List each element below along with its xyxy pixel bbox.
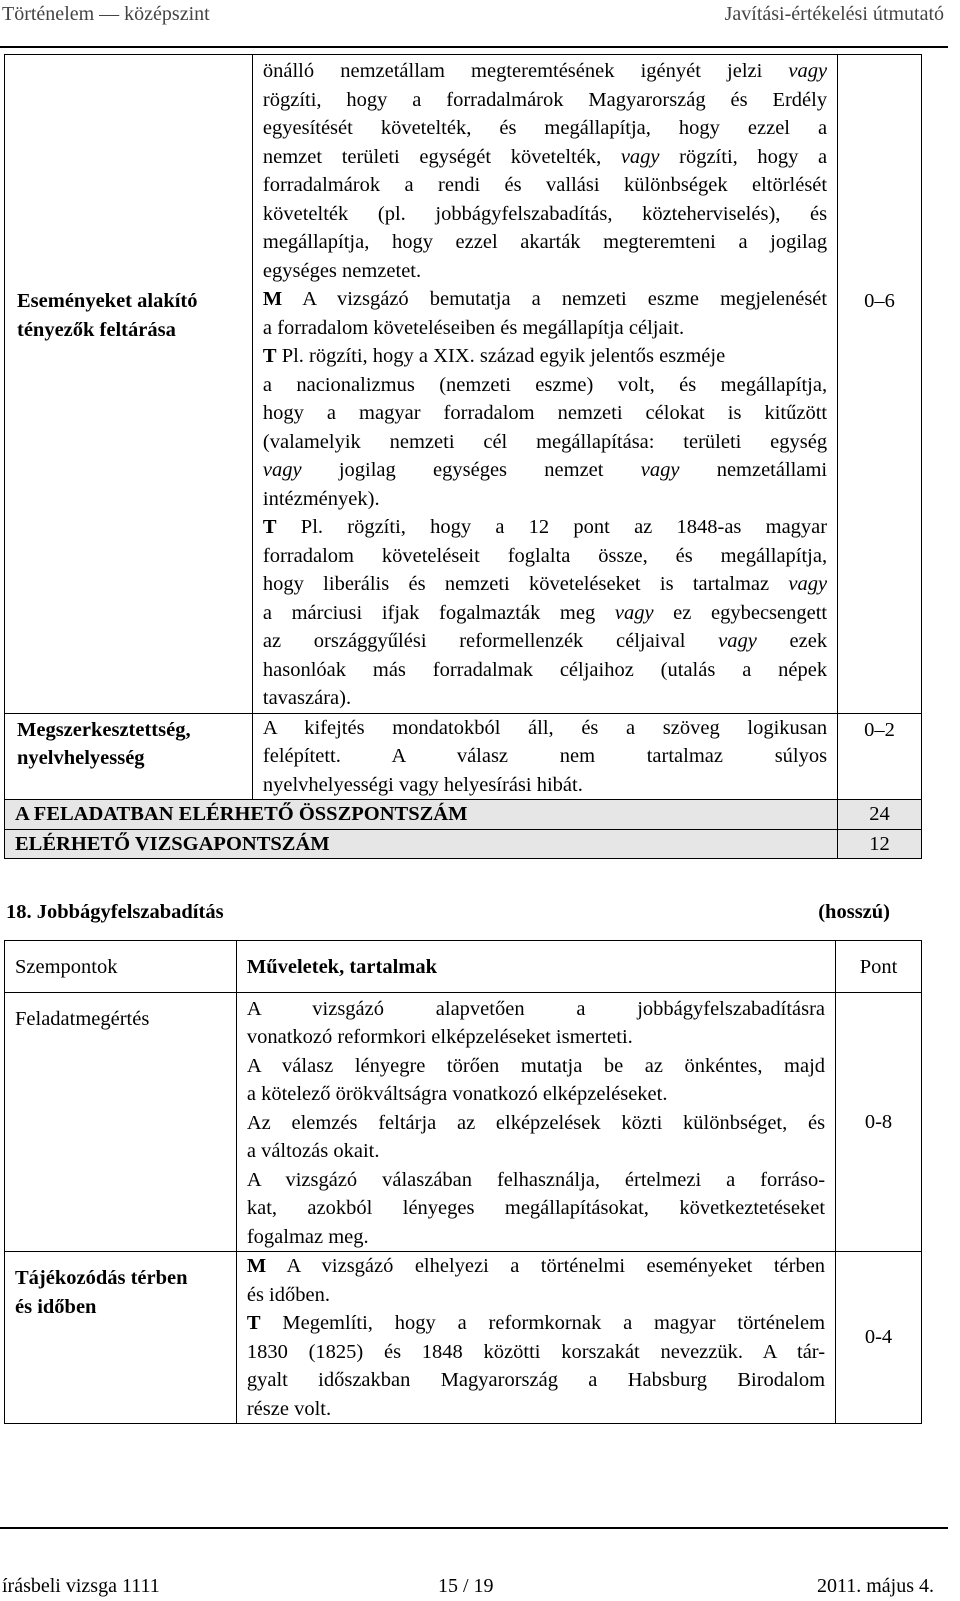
text-segment: rögzíti, hogy a <box>659 145 828 168</box>
criterion-label: Feladatmegértés <box>5 992 237 1252</box>
text-line <box>263 314 827 343</box>
text-segment: fogalmaz meg. <box>246 1225 369 1248</box>
text-segment: nyelvhelyességi vagy helyesírási hibát. <box>262 773 583 796</box>
text-line <box>263 86 827 115</box>
text-segment: A vizsgázó elhelyezi a történelmi eseményeket térben <box>266 1255 826 1277</box>
text-segment: része volt. <box>246 1397 332 1420</box>
scoring-table-17 <box>4 54 922 859</box>
text-segment: egyesítését követelték, és megállapítja, hogy ezzel a <box>262 117 828 139</box>
criterion-label-line: és időben <box>15 1295 97 1318</box>
table-row <box>5 992 922 1252</box>
text-line <box>263 371 827 400</box>
text-line <box>247 1137 825 1166</box>
text-line <box>247 1252 825 1281</box>
text-segment: vagy <box>262 459 302 481</box>
text-segment: tavaszára). <box>262 687 352 709</box>
criterion-label <box>5 1252 237 1424</box>
table-row <box>5 713 922 800</box>
text-line <box>247 1052 825 1081</box>
text-line <box>247 1166 825 1195</box>
text-segment: forradalmárok a rendi és vallási különbségek eltörlését <box>262 174 828 196</box>
text-segment: A vizsgázó bemutatja a nemzeti eszme megjelenését <box>282 288 828 310</box>
page-header <box>0 0 960 28</box>
text-segment: a változás okait. <box>246 1140 380 1162</box>
scoring-table-18 <box>4 940 922 1424</box>
text-segment: felépített. A válasz nem tartalmaz súlyos <box>262 745 828 767</box>
text-line <box>263 599 827 628</box>
criterion-label <box>5 713 253 800</box>
footer-exam-code: írásbeli vizsga 1111 <box>2 1575 160 1597</box>
text-segment: vonatkozó reformkori elképzeléseket ismerteti. <box>246 1026 633 1048</box>
table-row <box>5 1252 922 1424</box>
criterion-label-line: Eseményeket alakító <box>17 290 198 312</box>
header-subject: Történelem — középszint <box>2 3 210 25</box>
text-segment: Pl. rögzíti, hogy a 12 pont az 1848-as magyar <box>276 516 828 538</box>
text-segment: 1830 (1825) és 1848 közötti korszakát nevezzük. A tár- <box>246 1340 826 1363</box>
total-value: 24 <box>838 800 922 830</box>
table-row <box>5 55 922 286</box>
text-segment: hasonlóak más forradalmak céljaihoz (utalás a népek <box>262 658 828 681</box>
text-line <box>263 570 827 599</box>
text-line <box>263 742 827 771</box>
text-segment: T <box>262 345 277 367</box>
text-line <box>263 57 827 86</box>
header-doc-type: Javítási-értékelési útmutató <box>724 3 944 25</box>
text-segment: vagy <box>718 630 757 652</box>
text-segment: A vizsgázó válaszában felhasználja, értelmezi a forráso- <box>246 1168 826 1191</box>
table-row <box>5 800 922 830</box>
text-segment: ezek <box>756 630 828 652</box>
text-line <box>263 513 827 542</box>
points-value: 0–6 <box>838 285 922 713</box>
text-segment: hogy liberális és nemzeti követeléseket is tartalmaz <box>262 573 789 595</box>
page-number: 15 / 19 <box>438 1575 494 1597</box>
text-line <box>247 1338 825 1367</box>
column-header: Pont <box>836 941 922 993</box>
criterion-label <box>5 285 253 713</box>
text-line <box>263 714 827 743</box>
table-header-row <box>5 941 922 993</box>
text-segment: Megemlíti, hogy a reformkornak a magyar történelem <box>260 1312 826 1334</box>
text-segment: gyalt időszakban Magyarország a Habsburg Birodalom <box>246 1369 826 1391</box>
criterion-label-line: Megszerkesztettség, <box>17 718 191 741</box>
text-line <box>263 485 827 514</box>
text-line <box>263 114 827 143</box>
text-line <box>263 257 827 286</box>
criterion-label-line: Tájékozódás térben <box>15 1267 188 1289</box>
total-value: 12 <box>838 829 922 859</box>
criteria-text <box>252 285 837 713</box>
text-line <box>263 171 827 200</box>
text-segment: T <box>246 1312 261 1334</box>
text-segment: a forradalom követeléseiben és megállapítja céljait. <box>262 316 685 339</box>
text-line <box>263 456 827 485</box>
section-title <box>6 898 890 927</box>
text-line <box>263 200 827 229</box>
text-line <box>247 1309 825 1338</box>
header-rule <box>0 46 948 48</box>
text-line <box>247 1366 825 1395</box>
text-segment: Pl. rögzíti, hogy a XIX. század egyik jelentős eszméje <box>276 345 726 367</box>
text-segment: vagy <box>788 573 828 595</box>
column-header: Szempontok <box>5 941 237 993</box>
column-header: Műveletek, tartalmak <box>236 941 835 993</box>
text-line <box>247 1223 825 1252</box>
text-line <box>247 1109 825 1138</box>
text-segment: jogilag egységes nemzet <box>301 459 641 481</box>
text-segment: vagy <box>640 459 680 481</box>
text-segment: vagy <box>620 145 660 168</box>
footer-date: 2011. május 4. <box>816 1575 934 1597</box>
total-label: ELÉRHETŐ VIZSGAPONTSZÁM <box>5 829 838 859</box>
table-row <box>5 829 922 859</box>
text-segment: kat, azokból lényeges megállapításokat, következtetéseket <box>246 1197 826 1219</box>
text-segment: rögzíti, hogy a forradalmárok Magyarország és Erdély <box>262 88 828 111</box>
text-line <box>247 1023 825 1052</box>
criteria-text <box>236 1252 835 1424</box>
criteria-text <box>252 713 837 800</box>
text-line <box>263 399 827 428</box>
text-line <box>263 342 827 371</box>
text-segment: a kötelező örökváltságra vonatkozó elképzeléseket. <box>246 1083 668 1105</box>
text-segment: forradalom követeléseit foglalta össze, és megállapítja, <box>262 544 828 567</box>
points-value: 0-8 <box>836 992 922 1252</box>
text-line <box>263 684 827 713</box>
text-segment: és időben. <box>246 1283 330 1306</box>
criterion-label-line: tényezők feltárása <box>17 318 176 341</box>
criterion-label-line: nyelvhelyesség <box>17 747 145 769</box>
text-line <box>247 1194 825 1223</box>
text-segment: A kifejtés mondatokból áll, és a szöveg logikusan <box>262 716 828 739</box>
text-segment: az országgyűlési reformellenzék céljaival <box>262 630 719 652</box>
text-segment: nemzet területi egységét követelték, <box>262 145 621 168</box>
text-line <box>247 1080 825 1109</box>
text-segment: ez egybecsengett <box>653 601 828 624</box>
text-segment: vagy <box>788 60 828 82</box>
text-segment: önálló nemzetállam megteremtésének igényét jelzi <box>262 60 789 82</box>
text-segment: T <box>262 516 277 538</box>
text-line <box>263 771 827 800</box>
text-line <box>247 995 825 1024</box>
text-segment: (valamelyik nemzeti cél megállapítása: területi egység <box>262 430 828 453</box>
criteria-text <box>252 55 837 286</box>
footer-rule <box>0 1527 948 1529</box>
section-heading: 18. Jobbágyfelszabadítás <box>6 901 224 923</box>
criteria-text <box>236 992 835 1252</box>
table-row <box>5 285 922 713</box>
text-segment: Az elemzés feltárja az elképzelések közti különbséget, és <box>246 1111 826 1134</box>
text-segment: a márciusi ifjak fogalmazták meg <box>262 601 615 624</box>
text-segment: a nacionalizmus (nemzeti eszme) volt, és megállapítja, <box>262 373 828 396</box>
total-label: A FELADATBAN ELÉRHETŐ ÖSSZPONTSZÁM <box>5 800 838 830</box>
text-segment: A vizsgázó alapvetően a jobbágyfelszabadításra <box>246 997 826 1020</box>
text-line <box>263 428 827 457</box>
section-type: (hosszú) <box>818 901 890 923</box>
text-line <box>263 228 827 257</box>
points-value: 0-4 <box>836 1252 922 1424</box>
text-segment: nemzetállami <box>679 459 828 481</box>
text-segment: megállapítja, hogy ezzel akarták megteremteni a jogilag <box>262 231 828 253</box>
text-line <box>247 1395 825 1424</box>
text-segment: intézmények). <box>262 487 380 510</box>
text-segment: követelték (pl. jobbágyfelszabadítás, közteherviselés), és <box>262 202 828 225</box>
text-segment: M <box>262 288 283 310</box>
text-segment: egységes nemzetet. <box>262 259 422 282</box>
text-segment: hogy a magyar forradalom nemzeti célokat is kitűzött <box>262 402 828 424</box>
points-value: 0–2 <box>838 713 922 800</box>
text-line <box>263 627 827 656</box>
text-segment: M <box>246 1255 267 1277</box>
text-line <box>263 285 827 314</box>
text-segment: A válasz lényegre törően mutatja be az önkéntes, majd <box>246 1054 826 1077</box>
text-line <box>263 143 827 172</box>
text-segment: vagy <box>614 601 654 624</box>
text-line <box>263 656 827 685</box>
text-line <box>263 542 827 571</box>
text-line <box>247 1281 825 1310</box>
